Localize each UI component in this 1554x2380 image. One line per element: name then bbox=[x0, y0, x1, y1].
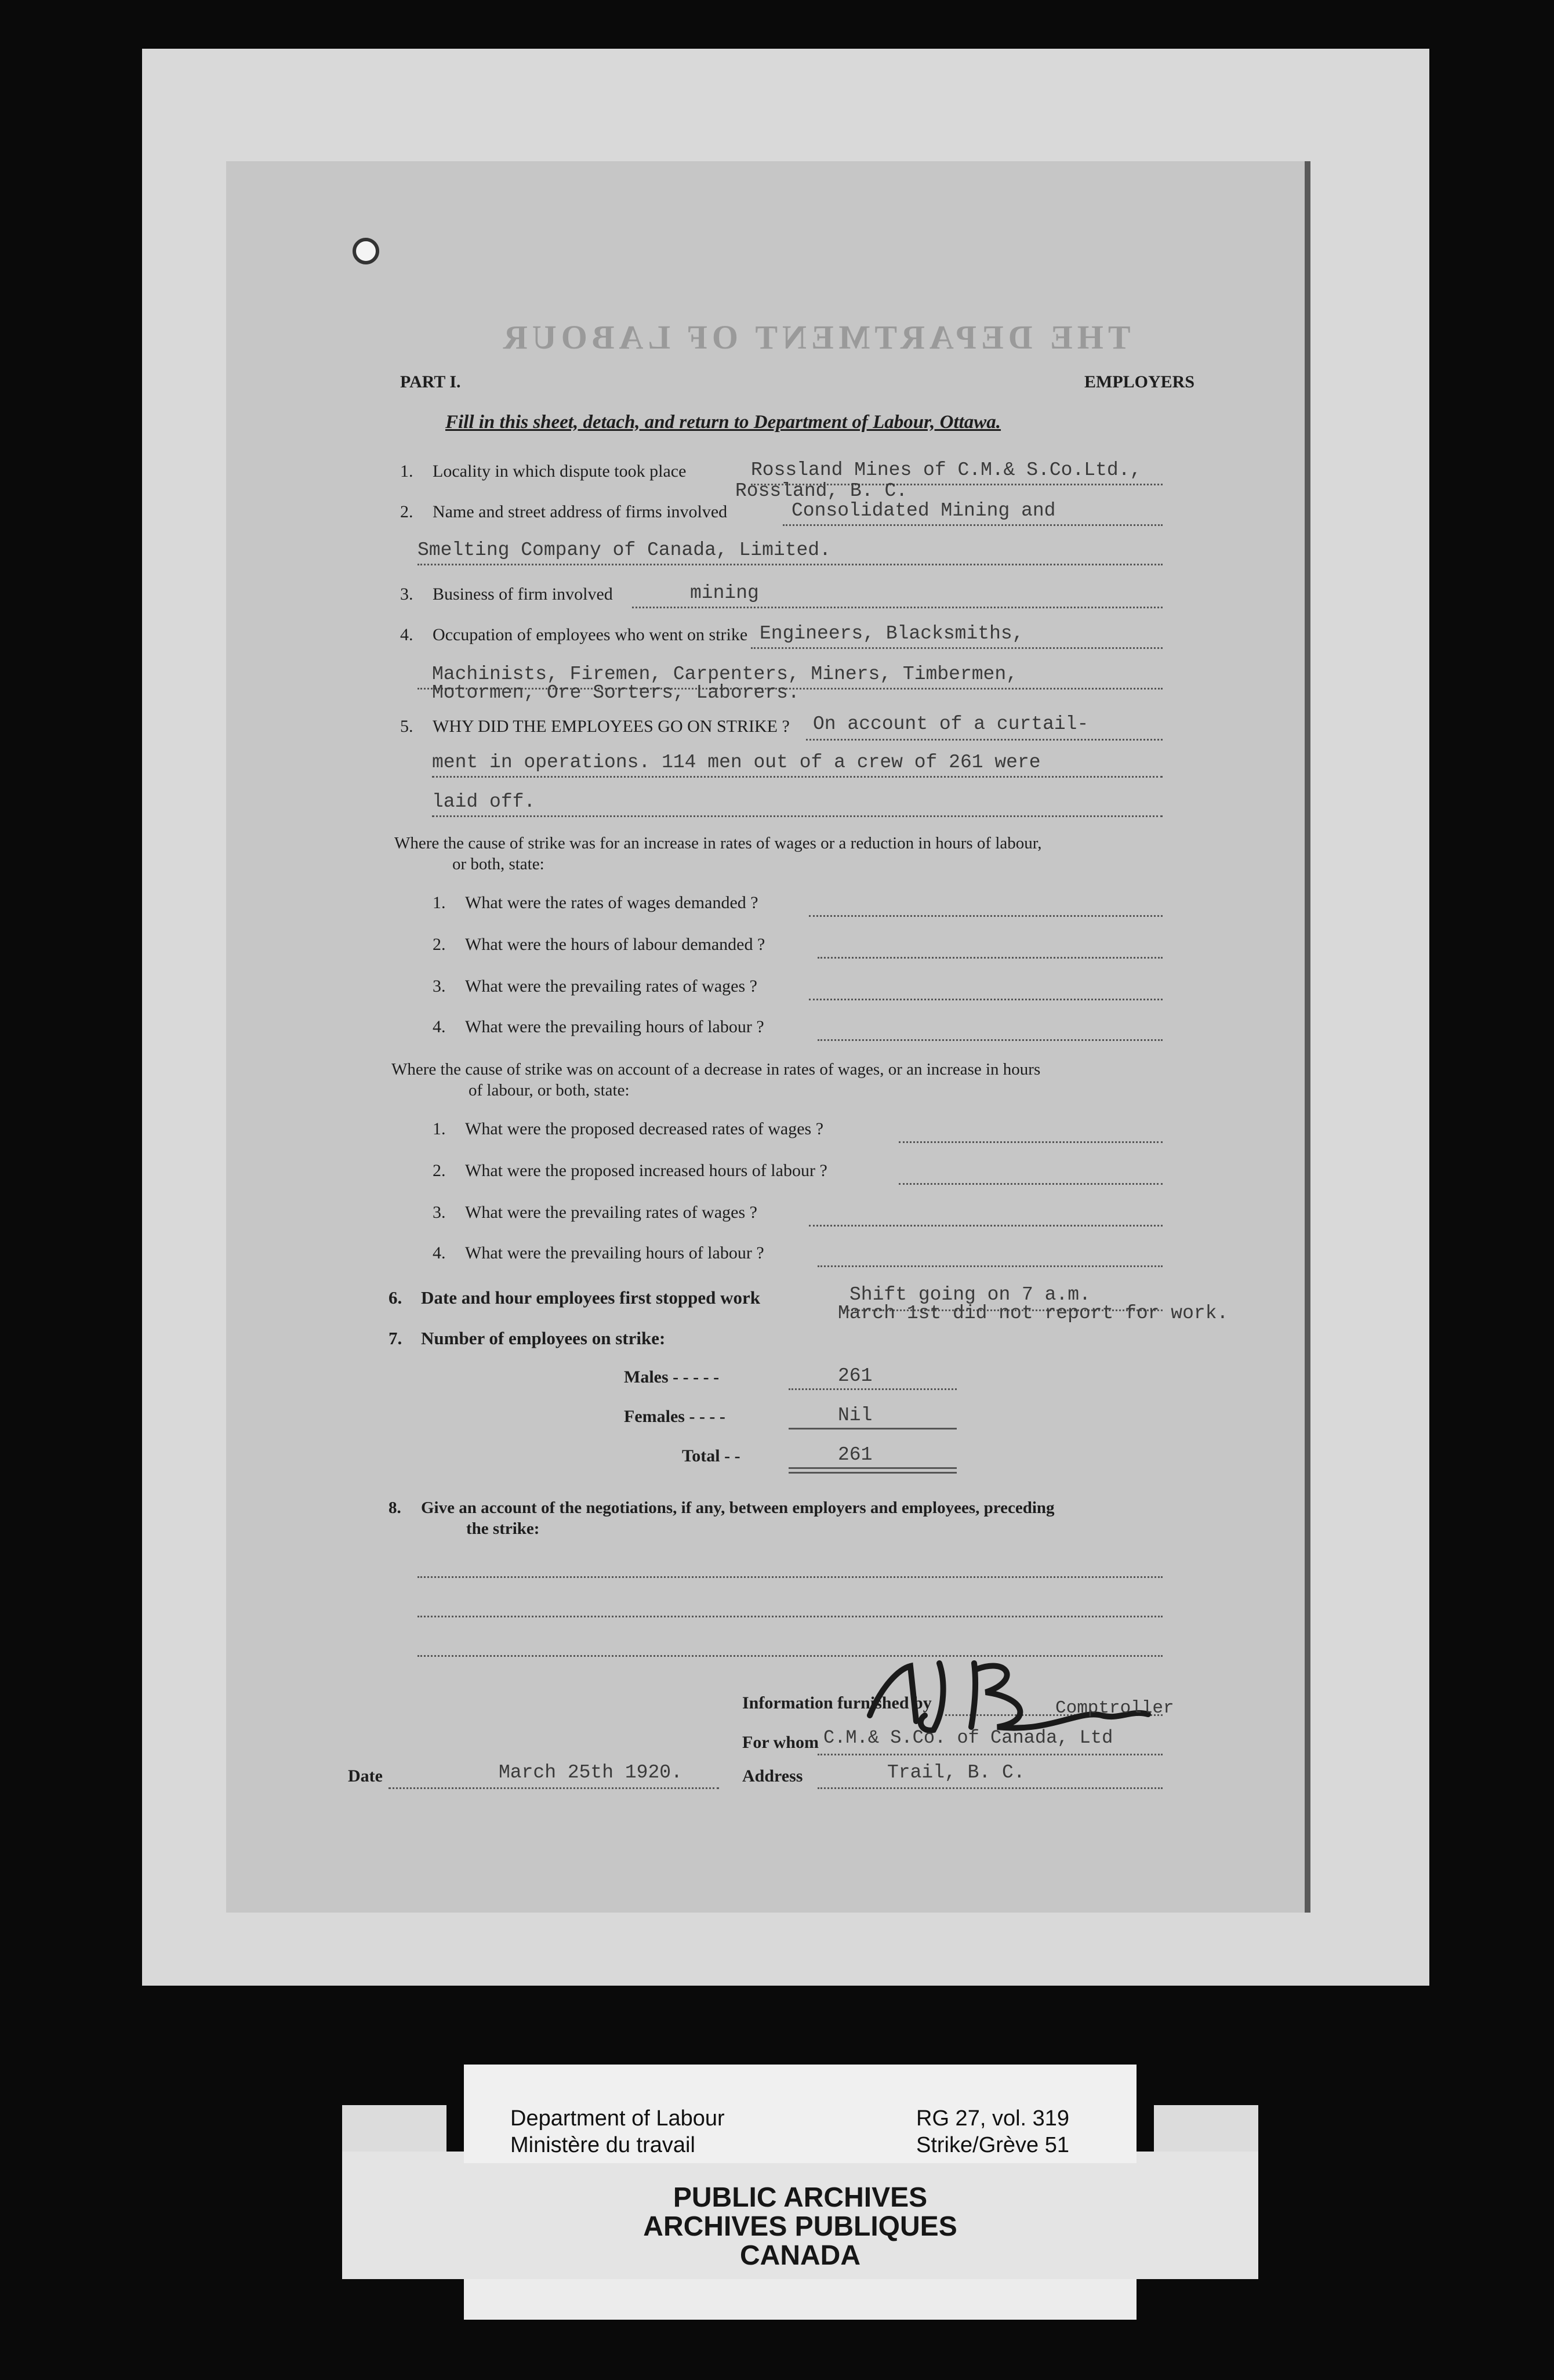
inc-s1-line bbox=[809, 915, 1163, 917]
archive-title-country: CANADA bbox=[740, 2240, 860, 2271]
archive-dept-fr: Ministère du travail bbox=[510, 2133, 695, 2157]
address-line bbox=[818, 1787, 1163, 1789]
q5-line bbox=[806, 739, 1163, 741]
q5-value: On account of a curtail- bbox=[813, 713, 1089, 735]
q4-value-2: Machinists, Firemen, Carpenters, Miners, Timbermen, bbox=[432, 663, 1018, 685]
dec-s2-label: What were the proposed increased hours of labour ? bbox=[465, 1161, 827, 1180]
dec-s1-number: 1. bbox=[433, 1119, 446, 1138]
dec-s3-number: 3. bbox=[433, 1203, 446, 1222]
q8-number: 8. bbox=[388, 1499, 401, 1517]
q5-value-2: ment in operations. 114 men out of a crew of 261 were bbox=[432, 752, 1041, 773]
part-label: PART I. bbox=[400, 372, 461, 391]
form-sheet bbox=[226, 161, 1310, 1913]
q8-label: Give an account of the negotiations, if any, between employers and employees, preceding bbox=[421, 1499, 1055, 1517]
dec-s4-line bbox=[818, 1265, 1163, 1267]
punch-hole bbox=[353, 238, 379, 264]
inc-s3-label: What were the prevailing rates of wages ? bbox=[465, 977, 757, 996]
q7-number: 7. bbox=[388, 1328, 402, 1348]
dec-s4-number: 4. bbox=[433, 1243, 446, 1262]
date-value: March 25th 1920. bbox=[499, 1762, 682, 1783]
q5-value-3: laid off. bbox=[432, 791, 536, 812]
employers-label: EMPLOYERS bbox=[1084, 372, 1195, 391]
increase-intro-2: or both, state: bbox=[452, 855, 544, 873]
q5-number: 5. bbox=[400, 717, 413, 736]
males-label: Males - - - - - bbox=[624, 1367, 720, 1387]
instruction-heading: Fill in this sheet, detach, and return to Department of Labour, Ottawa. bbox=[445, 412, 1001, 433]
date-label: Date bbox=[348, 1766, 383, 1786]
archive-title-fr: ARCHIVES PUBLIQUES bbox=[643, 2211, 957, 2242]
dec-s3-line bbox=[809, 1225, 1163, 1227]
archive-strike: Strike/Grève 51 bbox=[916, 2133, 1069, 2157]
archive-ref: RG 27, vol. 319 bbox=[916, 2106, 1070, 2131]
q1-number: 1. bbox=[400, 462, 413, 481]
inc-s3-line bbox=[809, 999, 1163, 1000]
total-label: Total - - bbox=[682, 1446, 740, 1465]
for-whom-label: For whom bbox=[742, 1733, 819, 1752]
dec-s2-line bbox=[899, 1183, 1163, 1185]
archive-dept-en: Department of Labour bbox=[510, 2106, 725, 2131]
decrease-intro: Where the cause of strike was on account of a decrease in rates of wages, or an increase in hours bbox=[391, 1060, 1041, 1079]
q4-number: 4. bbox=[400, 625, 413, 644]
q3-number: 3. bbox=[400, 585, 413, 604]
q1-value-2: Rossland, B. C. bbox=[735, 480, 908, 502]
q8-line-1 bbox=[417, 1576, 1163, 1578]
q2-number: 2. bbox=[400, 502, 413, 521]
info-furnished-label: Information furnished by bbox=[742, 1693, 932, 1713]
address-value: Trail, B. C. bbox=[887, 1762, 1025, 1783]
q4-label: Occupation of employees who went on strike bbox=[433, 625, 748, 644]
q2-line bbox=[783, 524, 1163, 526]
q2-label: Name and street address of firms involved bbox=[433, 502, 728, 521]
total-line bbox=[789, 1467, 957, 1469]
inc-s4-number: 4. bbox=[433, 1017, 446, 1036]
q5-line-2 bbox=[432, 776, 1163, 778]
for-whom-line bbox=[818, 1754, 1163, 1755]
signature bbox=[858, 1646, 1160, 1739]
total-value: 261 bbox=[838, 1444, 873, 1465]
q6-value: Shift going on 7 a.m. bbox=[849, 1284, 1091, 1305]
inc-s2-label: What were the hours of labour demanded ? bbox=[465, 935, 765, 954]
inc-s3-number: 3. bbox=[433, 977, 446, 996]
for-whom-value: C.M.& S.Co. of Canada, Ltd bbox=[823, 1727, 1113, 1748]
inc-s1-number: 1. bbox=[433, 893, 446, 912]
inc-s4-line bbox=[818, 1039, 1163, 1041]
inc-s2-number: 2. bbox=[433, 935, 446, 954]
inc-s2-line bbox=[818, 957, 1163, 959]
females-value: Nil bbox=[838, 1405, 873, 1426]
date-line bbox=[388, 1787, 719, 1789]
dec-s1-line bbox=[899, 1141, 1163, 1143]
archive-title-en: PUBLIC ARCHIVES bbox=[673, 2182, 928, 2213]
males-value: 261 bbox=[838, 1365, 873, 1387]
dec-s1-label: What were the proposed decreased rates of wages ? bbox=[465, 1119, 824, 1138]
q2-value: Consolidated Mining and bbox=[791, 500, 1056, 521]
q4-value: Engineers, Blacksmiths, bbox=[760, 623, 1024, 644]
ghost-heading: THE DEPARTMENT OF LABOUR bbox=[499, 318, 1131, 356]
q1-label: Locality in which dispute took place bbox=[433, 462, 687, 481]
q1-value: Rossland Mines of C.M.& S.Co.Ltd., bbox=[751, 459, 1142, 481]
inc-s4-label: What were the prevailing hours of labour ? bbox=[465, 1017, 764, 1036]
q6-number: 6. bbox=[388, 1287, 402, 1308]
q7-label: Number of employees on strike: bbox=[421, 1328, 666, 1348]
males-line bbox=[789, 1388, 957, 1390]
q5-label: WHY DID THE EMPLOYEES GO ON STRIKE ? bbox=[433, 717, 790, 736]
females-label: Females - - - - bbox=[624, 1407, 725, 1426]
q4-line bbox=[751, 647, 1163, 649]
dec-s4-label: What were the prevailing hours of labour ? bbox=[465, 1243, 764, 1262]
q2-line-2 bbox=[417, 564, 1163, 565]
inc-s1-label: What were the rates of wages demanded ? bbox=[465, 893, 758, 912]
q3-line bbox=[632, 607, 1163, 608]
decrease-intro-2: of labour, or both, state: bbox=[469, 1081, 630, 1100]
dec-s2-number: 2. bbox=[433, 1161, 446, 1180]
q3-value: mining bbox=[690, 582, 759, 604]
q3-label: Business of firm involved bbox=[433, 585, 613, 604]
females-line bbox=[789, 1428, 957, 1430]
q5-line-3 bbox=[432, 815, 1163, 817]
total-line-double bbox=[789, 1472, 957, 1474]
increase-intro: Where the cause of strike was for an increase in rates of wages or a reduction in hours of labour, bbox=[394, 834, 1042, 852]
q6-value-2: March 1st did not report for work. bbox=[838, 1303, 1229, 1324]
q2-value-2: Smelting Company of Canada, Limited. bbox=[417, 539, 831, 561]
signer-title: Comptroller bbox=[1055, 1698, 1174, 1718]
q6-label: Date and hour employees first stopped work bbox=[421, 1287, 760, 1308]
address-label: Address bbox=[742, 1766, 803, 1786]
q8-line-2 bbox=[417, 1616, 1163, 1617]
q8-label-2: the strike: bbox=[466, 1519, 540, 1538]
dec-s3-label: What were the prevailing rates of wages ? bbox=[465, 1203, 757, 1222]
q4-value-3: Motormen, Ore Sorters, Laborers. bbox=[432, 682, 800, 703]
